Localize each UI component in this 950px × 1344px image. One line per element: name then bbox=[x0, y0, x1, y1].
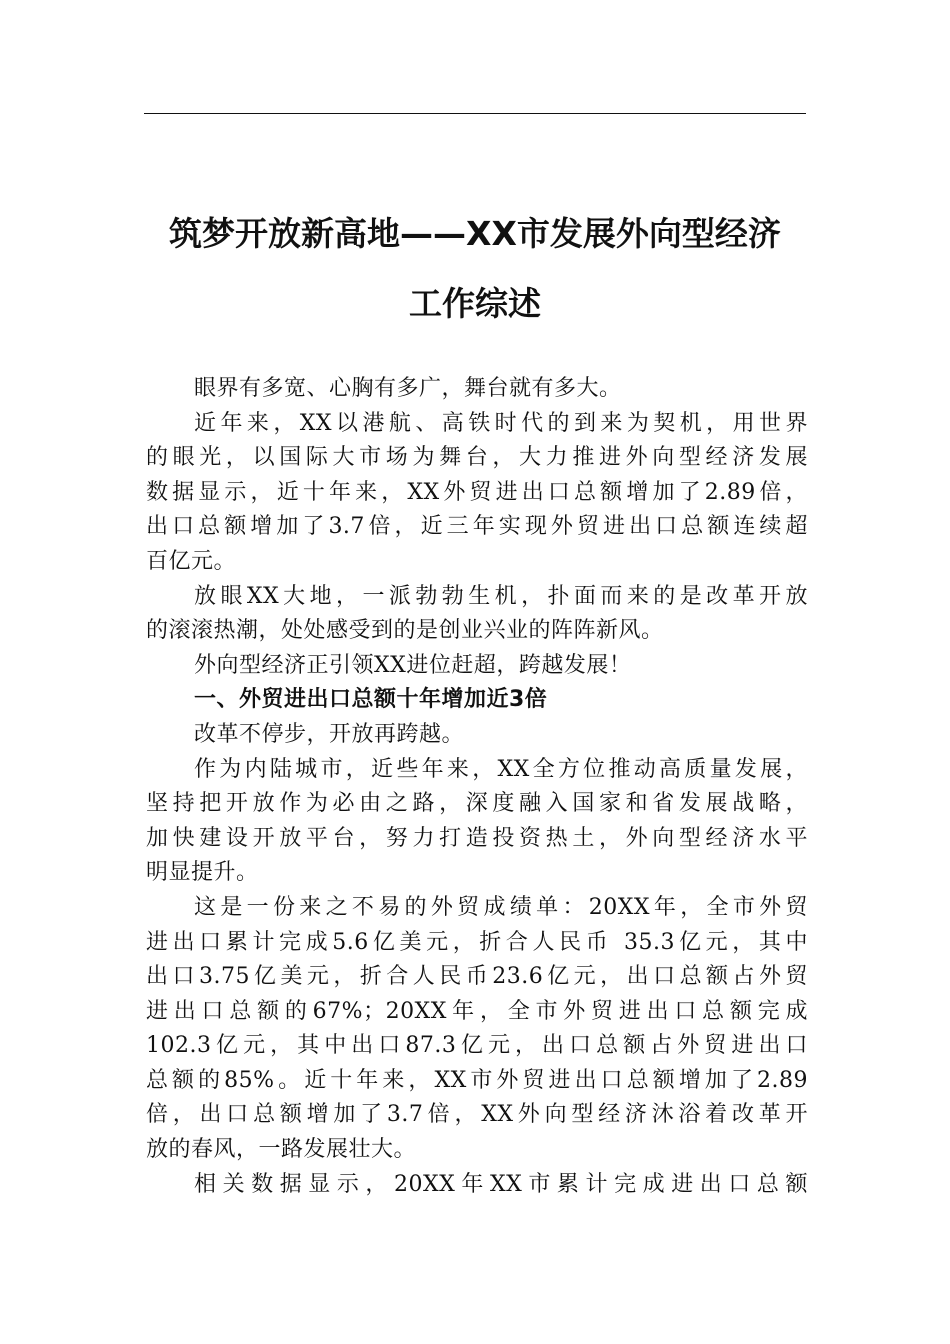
paragraph-line: 明显提升。 bbox=[146, 860, 259, 886]
paragraph-line: 近年来，XX以港航、高铁时代的到来为契机，用世界 bbox=[194, 410, 808, 436]
paragraph-line: 作为内陆城市，近些年来，XX全方位推动高质量发展， bbox=[194, 756, 808, 782]
paragraph-line: 出口总额增加了3.7倍，近三年实现外贸进出口总额连续超 bbox=[146, 514, 808, 540]
section-heading: 一、外贸进出口总额十年增加近3倍 bbox=[194, 687, 548, 713]
paragraph-line: 数据显示，近十年来，XX外贸进出口总额增加了2.89倍， bbox=[146, 479, 808, 505]
paragraph-line: 外向型经济正引领XX进位赶超，跨越发展！ bbox=[194, 652, 632, 678]
paragraph-line: 放的春风，一路发展壮大。 bbox=[146, 1137, 417, 1163]
paragraph-line: 进出口总额的67%；20XX年，全市外贸进出口总额完成 bbox=[146, 998, 808, 1024]
paragraph-line: 加快建设开放平台，努力打造投资热土，外向型经济水平 bbox=[146, 825, 808, 851]
document-title-line-1: 筑梦开放新高地——XX市发展外向型经济 bbox=[169, 214, 781, 253]
header-rule bbox=[144, 113, 806, 114]
paragraph-line: 百亿元。 bbox=[146, 548, 237, 574]
paragraph-line: 这是一份来之不易的外贸成绩单：20XX年，全市外贸 bbox=[194, 894, 808, 920]
paragraph-line: 的滚滚热潮，处处感受到的是创业兴业的阵阵新风。 bbox=[146, 618, 664, 644]
document-title-line-2: 工作综述 bbox=[409, 284, 541, 323]
body-text bbox=[146, 372, 808, 1202]
paragraph-line: 出口3.75亿美元，折合人民币23.6亿元，出口总额占外贸 bbox=[146, 964, 808, 990]
paragraph-line: 放眼XX大地，一派勃勃生机，扑面而来的是改革开放 bbox=[194, 583, 808, 609]
paragraph-line: 坚持把开放作为必由之路，深度融入国家和省发展战略， bbox=[146, 791, 808, 817]
paragraph-line: 进出口累计完成5.6亿美元，折合人民币 35.3亿元，其中 bbox=[146, 929, 808, 955]
paragraph-line: 相关数据显示，20XX年XX市累计完成进出口总额 bbox=[194, 1171, 808, 1197]
paragraph-line: 眼界有多宽、心胸有多广，舞台就有多大。 bbox=[194, 376, 622, 401]
paragraph-line: 改革不停步，开放再跨越。 bbox=[194, 721, 465, 747]
paragraph-line: 102.3亿元，其中出口87.3亿元，出口总额占外贸进出口 bbox=[146, 1033, 808, 1059]
paragraph-line: 总额的85%。近十年来，XX市外贸进出口总额增加了2.89 bbox=[146, 1067, 808, 1093]
paragraph-line: 的眼光，以国际大市场为舞台，大力推进外向型经济发展 bbox=[146, 445, 808, 471]
paragraph-line: 倍，出口总额增加了3.7倍，XX外向型经济沐浴着改革开 bbox=[146, 1102, 808, 1128]
